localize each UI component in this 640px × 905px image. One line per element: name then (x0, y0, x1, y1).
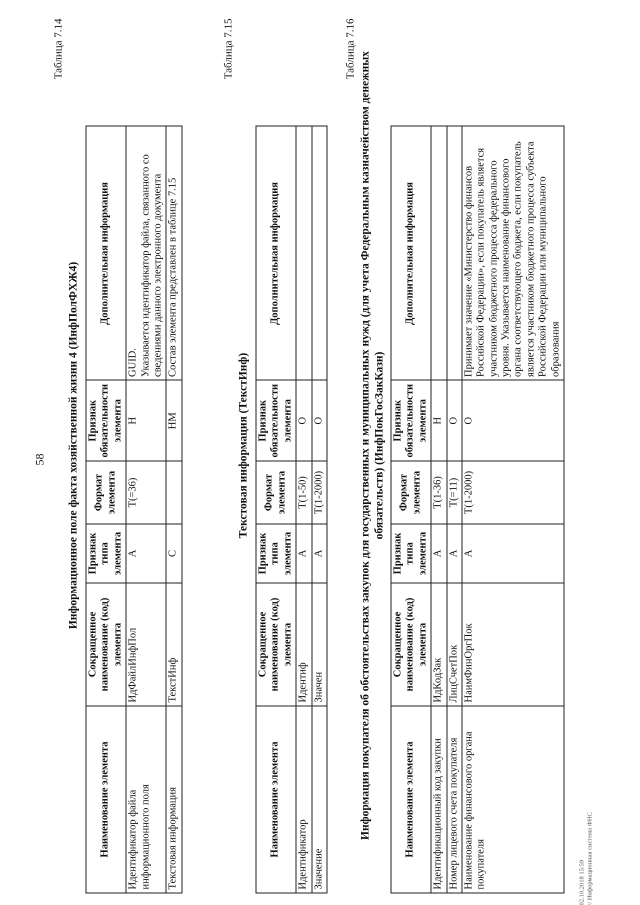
cell-type: А (461, 524, 563, 583)
table-row (126, 126, 166, 893)
cell-format: Т(1-36) (431, 461, 446, 524)
cell-code: ЛицСчетПок (446, 583, 461, 706)
cell-code: Идентиф (296, 583, 311, 706)
cell-type: А (446, 524, 461, 583)
cell-code: ИдФайлИнфПол (126, 583, 166, 706)
column-header: Дополнительная информация (391, 126, 431, 380)
column-header: Формат элемента (391, 461, 431, 524)
cell-code: ИдКодЗак (431, 583, 446, 706)
table-row (311, 126, 326, 893)
cell-req: НМ (166, 380, 181, 461)
cell-name: Наименование финансового органа покупателя (461, 706, 563, 893)
cell-format: Т(1-2000) (311, 461, 326, 524)
cell-code: НаимФинОргПок (461, 583, 563, 706)
cell-format: Т(=36) (126, 461, 166, 524)
table-7-16-label: Таблица 7.16 (344, 18, 356, 79)
table-row (461, 126, 563, 893)
cell-type: А (126, 524, 166, 583)
table-7-16 (390, 125, 564, 893)
cell-type: А (311, 524, 326, 583)
cell-format (166, 461, 181, 524)
cell-info: Принимает значение «Министерство финансов Российской Федерации», если покупатель является участником бюджетного процесса федерального уровня. Указывается наименование финансового органа соответствующего бюджета, если покупатель является участником бюджетного процесса субъекта Российской Федерации или муниципального образования (461, 126, 563, 380)
cell-name: Текстовая информация (166, 706, 181, 893)
table-7-14-title: Информационное поле факта хозяйственной жизни 4 (ИнфПолФХЖ4) (67, 261, 79, 629)
cell-req: О (446, 380, 461, 461)
cell-info: GUID. Указывается идентификатор файла, связанного со сведениями данного электронного документа (126, 126, 166, 380)
cell-name: Значение (311, 706, 326, 893)
cell-req: Н (431, 380, 446, 461)
table-header-row (86, 126, 126, 893)
cell-type: А (296, 524, 311, 583)
column-header: Формат элемента (256, 461, 296, 524)
stamp-line-2: // Информационная система ФНС (586, 811, 594, 905)
cell-info (311, 126, 326, 380)
column-header: Признак типа элемента (86, 524, 126, 583)
cell-req: О (296, 380, 311, 461)
table-7-15 (255, 125, 327, 893)
cell-info (431, 126, 446, 380)
table-row (431, 126, 446, 893)
table-7-16-title: Информация покупателя об обстоятельствах закупок для государственных и муниципальных нужд (для учета Федеральным казначейством денежных обязательств) (ИнфПокГосЗакКазн) (359, 50, 386, 840)
cell-req: Н (126, 380, 166, 461)
column-header: Признак обязательности элемента (256, 380, 296, 461)
cell-type: А (431, 524, 446, 583)
column-header: Сокращенное наименование (код) элемента (391, 583, 431, 706)
column-header: Сокращенное наименование (код) элемента (86, 583, 126, 706)
table-7-14 (85, 125, 182, 893)
page-number: 58 (32, 453, 46, 465)
table-7-15-label: Таблица 7.15 (222, 18, 234, 79)
column-header: Сокращенное наименование (код) элемента (256, 583, 296, 706)
cell-name: Идентификационный код закупки (431, 706, 446, 893)
column-header: Признак типа элемента (391, 524, 431, 583)
cell-format: Т(1-2000) (461, 461, 563, 524)
stamp-line-1: 02.10.2018 15:59 (578, 859, 585, 905)
column-header: Наименование элемента (86, 706, 126, 893)
table-header-row (391, 126, 431, 893)
print-stamp (578, 812, 595, 905)
cell-info (446, 126, 461, 380)
table-7-14-label: Таблица 7.14 (52, 18, 64, 79)
column-header: Признак обязательности элемента (391, 380, 431, 461)
cell-code: ТекстИнф (166, 583, 181, 706)
cell-info: Состав элемента представлен в таблице 7.15 (166, 126, 181, 380)
column-header: Признак типа элемента (256, 524, 296, 583)
cell-format: Т(1-50) (296, 461, 311, 524)
table-7-15-title: Текстовая информация (ТекстИнф) (237, 352, 249, 538)
table-row (296, 126, 311, 893)
cell-name: Номер лицевого счета покупателя (446, 706, 461, 893)
cell-format: Т(=11) (446, 461, 461, 524)
column-header: Дополнительная информация (86, 126, 126, 380)
column-header: Наименование элемента (256, 706, 296, 893)
cell-req: О (311, 380, 326, 461)
cell-req: О (461, 380, 563, 461)
cell-name: Идентификатор (296, 706, 311, 893)
table-row (166, 126, 181, 893)
column-header: Наименование элемента (391, 706, 431, 893)
column-header: Формат элемента (86, 461, 126, 524)
cell-type: С (166, 524, 181, 583)
cell-info (296, 126, 311, 380)
table-header-row (256, 126, 296, 893)
table-row (446, 126, 461, 893)
cell-name: Идентификатор файла информационного поля (126, 706, 166, 893)
column-header: Дополнительная информация (256, 126, 296, 380)
cell-code: Значен (311, 583, 326, 706)
column-header: Признак обязательности элемента (86, 380, 126, 461)
